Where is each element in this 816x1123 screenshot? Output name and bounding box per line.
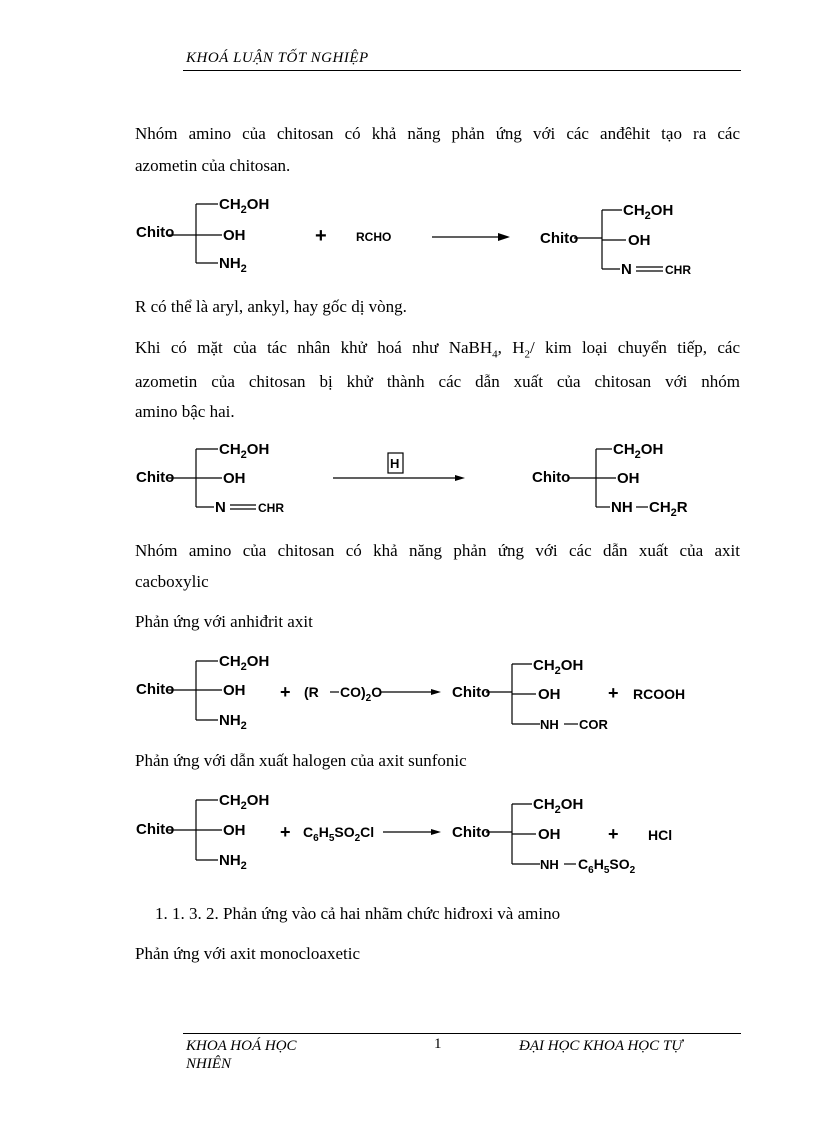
paragraph-1-line-1: Nhóm amino của chitosan có khả năng phản ứng với các anđêhit tạo ra các xyxy=(135,124,740,143)
svg-text:Chito: Chito xyxy=(540,230,579,247)
svg-text:Chito: Chito xyxy=(452,824,491,841)
svg-text:CH2OH: $CH_2OH$ xyxy=(219,196,270,216)
footer-faculty-line-1: KHOA HOÁ HỌC xyxy=(186,1038,297,1054)
svg-text:Chito: Chito xyxy=(136,821,175,838)
svg-text:Chito: Chito xyxy=(136,681,175,698)
equation-anhydride xyxy=(0,648,816,745)
svg-text:OH: OH xyxy=(223,682,246,699)
svg-text:OH: OH xyxy=(628,232,651,249)
svg-text:CH2OH: $CH_2OH$ xyxy=(623,202,674,222)
svg-text:+: + xyxy=(280,682,291,702)
svg-text:OH: OH xyxy=(223,822,246,839)
footer-rule xyxy=(183,1033,741,1034)
svg-text:CH2OH: $CH_2OH$ xyxy=(533,657,584,677)
svg-text:RCHO: RCHO xyxy=(356,230,392,244)
chito-label: Chito xyxy=(136,224,175,241)
paragraph-3-line-2: cacboxylic xyxy=(135,572,209,591)
paragraph-2-line-2: azometin của chitosan bị khử thành các dẫn xuất của chitosan với nhóm xyxy=(135,372,740,391)
plus-sign: + xyxy=(315,225,327,247)
svg-text:CO)2O: $CO)_2O$ xyxy=(340,684,383,704)
header-rule xyxy=(183,70,741,71)
svg-text:OH: OH xyxy=(223,227,246,244)
svg-text:CHR: CHR xyxy=(665,263,691,277)
svg-text:NH: NH xyxy=(611,499,633,516)
svg-text:CH2OH: $CH_2OH$ xyxy=(219,441,270,461)
paragraph-sulfonic: Phản ứng với dẫn xuất halogen của axit sunfonic xyxy=(135,751,467,770)
svg-text:+: + xyxy=(608,683,619,703)
paragraph-anhydride: Phản ứng với anhiđrit axit xyxy=(135,612,313,631)
svg-text:CH2OH: $CH_2OH$ xyxy=(613,441,664,461)
svg-text:Chito: Chito xyxy=(532,469,571,486)
svg-text:+: + xyxy=(280,822,291,842)
svg-text:N: N xyxy=(621,261,632,278)
footer-faculty-line-2: NHIÊN xyxy=(186,1056,231,1072)
equation-reduction xyxy=(0,440,816,530)
page-header-title: KHOÁ LUẬN TỐT NGHIỆP xyxy=(186,50,369,66)
svg-text:Chito: Chito xyxy=(136,469,175,486)
paragraph-3-line-1: Nhóm amino của chitosan có khả năng phản ứng với các dẫn xuất của axit xyxy=(135,541,740,560)
rcooh-product: RCOOH xyxy=(633,686,686,702)
svg-text:COR: COR xyxy=(579,717,608,732)
paragraph-1-line-2: azometin của chitosan. xyxy=(135,156,291,175)
svg-text:Chito: Chito xyxy=(452,684,491,701)
svg-text:NH2: $NH_2$ xyxy=(219,712,247,732)
svg-text:OH: OH xyxy=(538,686,561,703)
equation-azometin-formation xyxy=(0,190,816,285)
r-group-note: R có thể là aryl, ankyl, hay gốc dị vòng. xyxy=(135,297,407,316)
svg-text:CH2R: $CH_2R$ xyxy=(649,499,688,519)
svg-text:CH2OH: $CH_2OH$ xyxy=(219,653,270,673)
svg-text:CHR: CHR xyxy=(258,501,284,515)
svg-text:N: N xyxy=(215,499,226,516)
svg-text:+: + xyxy=(608,824,619,844)
svg-text:NH: NH xyxy=(540,857,559,872)
svg-text:OH: OH xyxy=(617,470,640,487)
sulfonyl-chloride-reagent: $C_6H_5SO_2Cl$ xyxy=(303,824,375,844)
svg-text:CH2OH: $CH_2OH$ xyxy=(533,796,584,816)
page-number: 1 xyxy=(434,1036,442,1052)
svg-text:OH: OH xyxy=(538,826,561,843)
hcl-product: HCl xyxy=(648,827,673,843)
paragraph-2-line-3: amino bậc hai. xyxy=(135,402,235,421)
paragraph-monochloroacetic: Phản ứng với axit monocloaxetic xyxy=(135,944,360,963)
reduction-agent-h: H xyxy=(390,456,400,471)
footer-university: ĐẠI HỌC KHOA HỌC TỰ xyxy=(519,1038,683,1054)
svg-text:C6H5SO2: $C_6H_5SO_2$ xyxy=(578,856,636,876)
svg-text:NH2: $NH_2$ xyxy=(219,255,247,275)
svg-text:NH: NH xyxy=(540,717,559,732)
svg-text:NH2: $NH_2$ xyxy=(219,852,247,872)
section-heading-1-1-3-2: 1. 1. 3. 2. Phản ứng vào cả hai nhãm chức hiđroxi và amino xyxy=(155,904,561,923)
svg-text:OH: OH xyxy=(223,470,246,487)
svg-text:CH2OH: $CH_2OH$ xyxy=(219,792,270,812)
paragraph-2-line-1: Khi có mặt của tác nhân khử hoá như NaBH$_4$, $H_2/$ kim loại chuyển tiếp, các xyxy=(135,338,740,361)
equation-sulfonic xyxy=(0,787,816,887)
svg-text:(R: (R xyxy=(304,684,319,700)
